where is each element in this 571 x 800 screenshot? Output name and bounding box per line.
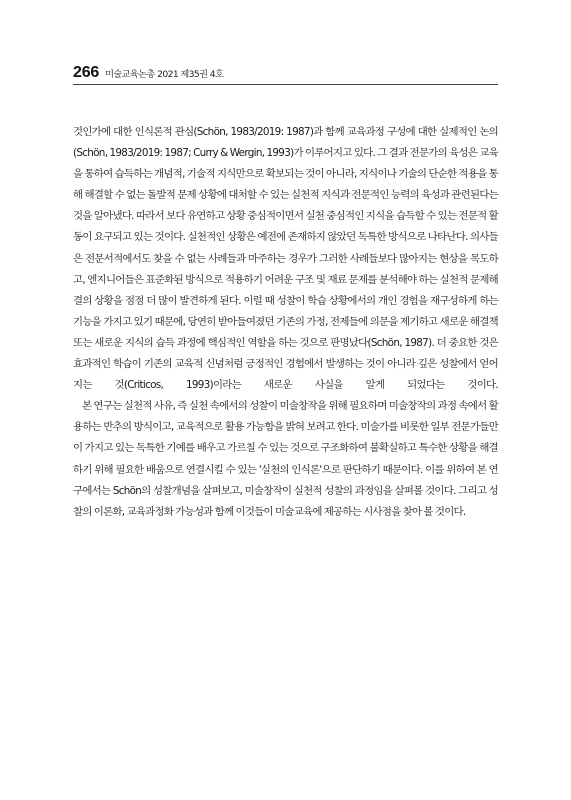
paragraph-2: 본 연구는 실천적 사유, 즉 실천 속에서의 성찰이 미술창작을 위해 필요하며 미술창작의 과정 속에서 활용하는 반추의 방식이고, 교육적으로 활용 가능함을 밝혀 보려고 한다. 미술가를 비롯한 일부 전문가들만이 가지고 있는 독특한 기예를 배우고 가르칠 수 있는 것으로 구조화하여 불확실하고 특수한 상황을 해결하기 위해 필요한 배움으로 연결시킬 수 있는 '실천의 인식론'으로 판단하기 때문이다. 이를 위하여 본 연구에서는 Schön의 성찰개념을 살펴보고, 미술창작이 실천적 성찰의 과정임을 살펴볼 것이다. 그리고 성찰의 이론화, 교육과정화 가능성과 함께 이것들이 미술교육에 제공하는 시사점을 찾아 볼 것이다. bbox=[73, 400, 498, 518]
paragraph-1: 것인가에 대한 인식론적 관심(Schön, 1983/2019: 1987)과 함께 교육과정 구성에 대한 실제적인 논의(Schön, 1983/2019: 1987; Curry & Wergin, 1993)가 이루어지고 있다. 그 결과 전문가의 육성은 교육을 통하여 습득하는 개념적, 기술적 지식만으로 확보되는 것이 아니라, 지식이나 기술의 단순한 적용을 통해 해결할 수 없는 돌발적 문제 상황에 대처할 수 있는 실천적 지식과 전문적인 능력의 육성과 관련된다는 것을 알아냈다. 따라서 보다 유연하고 상황 중심적이면서 실천 중심적인 지식을 습득할 수 있는 전문적 활동이 요구되고 있는 것이다. 실천적인 상황은 예전에 존재하지 않았던 독특한 방식으로 나타난다. 의사들은 전문서적에서도 찾을 수 없는 사례들과 마주하는 경우가 그러한 사례들보다 많아지는 현상을 목도하고, 엔지니어들은 표준화된 방식으로 적용하기 어려운 구조 및 재료 문제를 분석해야 하는 실천적 문제해결의 상황을 점점 더 많이 발견하게 된다. 이럴 때 성찰이 학습 상황에서의 개인 경험을 재구성하게 하는 기능을 가지고 있기 때문에, 당연히 받아들여졌던 기존의 가정, 전제들에 의문을 제기하고 새로운 해결책 또는 새로운 지식의 습득 과정에 핵심적인 역할을 하는 것으로 판명났다(Schön, 1987). 더 중요한 것은 효과적인 학습이 기존의 교육적 신념처럼 긍정적인 경험에서 발생하는 것이 아니라 깊은 성찰에서 얻어지는 것(Criticos, 1993)이라는 새로운 사실을 알게 되었다는 것이다. bbox=[73, 126, 498, 392]
page-number: 266 bbox=[73, 64, 100, 81]
header-divider bbox=[73, 84, 498, 85]
page-header bbox=[73, 64, 498, 82]
body-text bbox=[73, 122, 498, 523]
journal-info: 미술교육논총 2021 제35권 4호 bbox=[105, 69, 224, 80]
